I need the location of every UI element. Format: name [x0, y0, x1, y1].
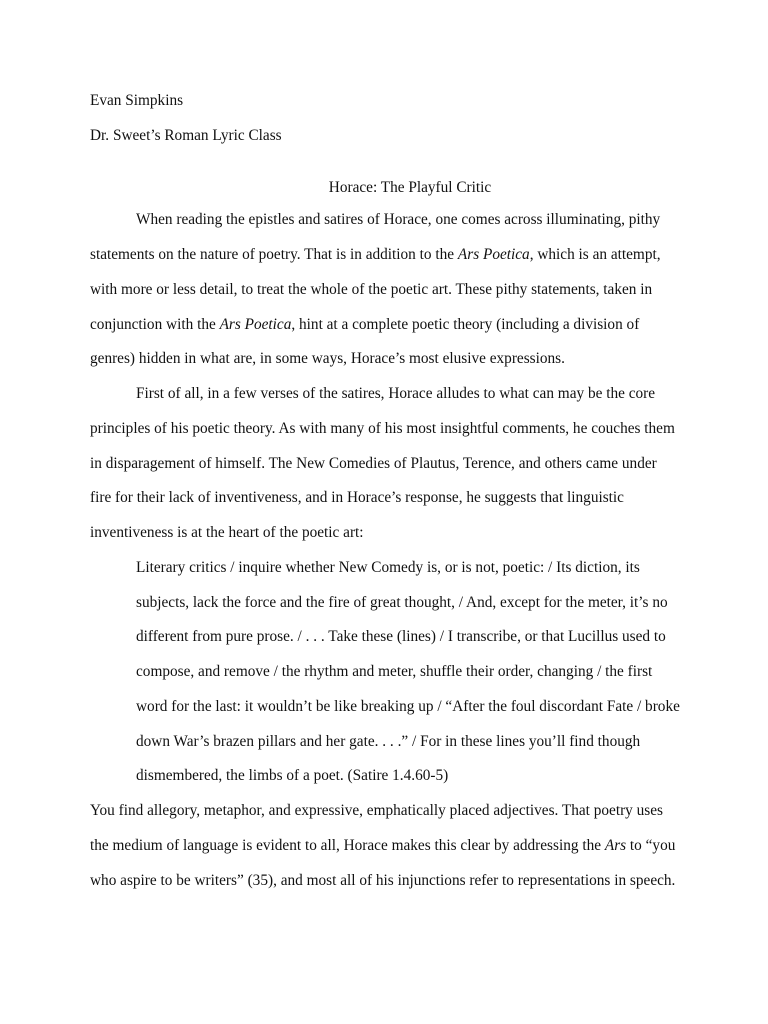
essay-title: Horace: The Playful Critic	[328, 179, 492, 196]
italic-title: Ars Poetica	[457, 246, 530, 263]
paragraph-1-line-1: When reading the epistles and satires of Horace, one comes across illuminating, pithy	[136, 211, 661, 228]
italic-title: Ars Poetica	[219, 316, 292, 333]
text-run: , hint at a complete poetic theory (including a division of	[291, 316, 640, 333]
paragraph-3-line-3: who aspire to be writers” (35), and most all of his injunctions refer to representations in speech.	[90, 872, 676, 889]
paragraph-1-line-5: genres) hidden in what are, in some ways, Horace’s most elusive expressions.	[90, 350, 565, 367]
text-run: , which is an attempt,	[529, 246, 661, 263]
paragraph-3-line-2	[90, 837, 675, 855]
paragraph-2-line-2: principles of his poetic theory. As with many of his most insightful comments, he couches them	[90, 420, 675, 437]
course-name: Dr. Sweet’s Roman Lyric Class	[90, 127, 282, 144]
block-quote-line-4: compose, and remove / the rhythm and meter, shuffle their order, changing / the first	[136, 663, 653, 680]
block-quote-line-3: different from pure prose. / . . . Take these (lines) / I transcribe, or that Lucillus used to	[136, 628, 666, 645]
block-quote-line-2: subjects, lack the force and the fire of great thought, / And, except for the meter, it’s no	[136, 594, 668, 611]
block-quote-line-6: down War’s brazen pillars and her gate. . . .” / For in these lines you’ll find though	[136, 733, 641, 750]
paragraph-3-line-1: You find allegory, metaphor, and expressive, emphatically placed adjectives. That poetry uses	[90, 802, 663, 819]
text-run: the medium of language is evident to all, Horace makes this clear by addressing the	[90, 837, 605, 854]
paragraph-2-line-5: inventiveness is at the heart of the poetic art:	[90, 524, 364, 541]
paragraph-1-line-3: with more or less detail, to treat the whole of the poetic art. These pithy statements, taken in	[90, 281, 653, 298]
text-run: statements on the nature of poetry. That is in addition to the	[90, 246, 458, 263]
text-run: to “you	[626, 837, 676, 854]
block-quote-line-1: Literary critics / inquire whether New Comedy is, or is not, poetic: / Its diction, its	[136, 559, 640, 576]
paragraph-2-line-4: fire for their lack of inventiveness, and in Horace’s response, he suggests that linguistic	[90, 489, 624, 506]
paragraph-2-line-3: in disparagement of himself. The New Comedies of Plautus, Terence, and others came under	[90, 455, 657, 472]
italic-title: Ars	[604, 837, 627, 854]
paragraph-1-line-2	[90, 246, 661, 264]
paragraph-1-line-4	[90, 316, 639, 334]
block-quote-line-7: dismembered, the limbs of a poet. (Satire 1.4.60-5)	[136, 767, 449, 784]
text-run: conjunction with the	[90, 316, 220, 333]
block-quote-line-5: word for the last: it wouldn’t be like breaking up / “After the foul discordant Fate / broke	[136, 698, 680, 715]
paragraph-2-line-1: First of all, in a few verses of the satires, Horace alludes to what can may be the core	[136, 385, 656, 402]
author-name: Evan Simpkins	[90, 92, 184, 109]
